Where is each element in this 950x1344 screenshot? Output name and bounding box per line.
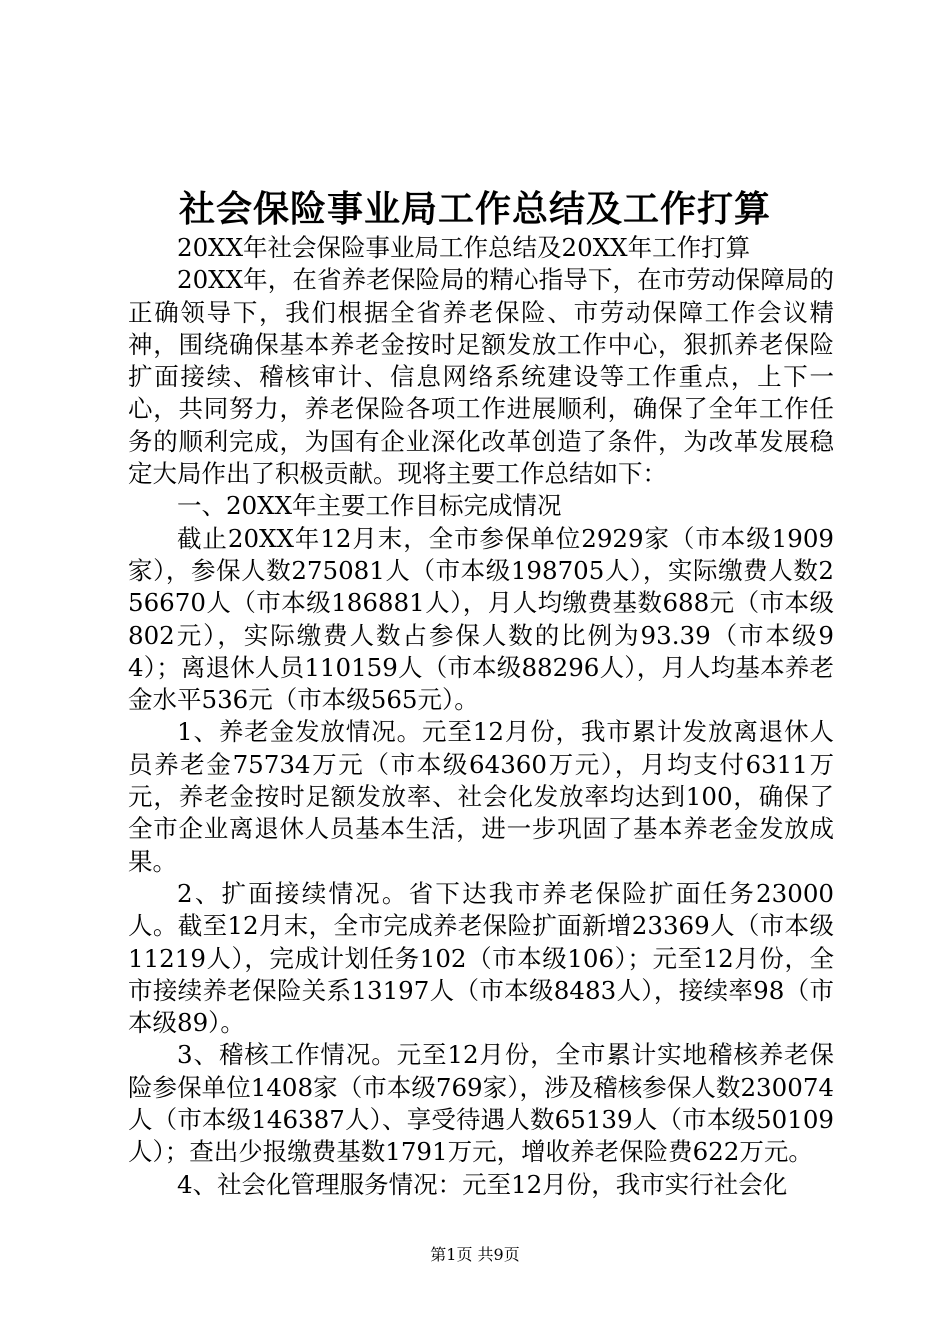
statistics-paragraph: 截止20XX年12月末，全市参保单位2929家（市本级1909家），参保人数275081人（市本级198705人），实际缴费人数256670人（市本级186881人），月人均缴费基数688元（市本级802元），实际缴费人数占参保人数的比例为93.39（市本级94）；离退休人员110159人（市本级88296人），月人均基本养老金水平536元（市本级565元）。	[128, 523, 834, 715]
coverage-expansion-paragraph: 2、扩面接续情况。省下达我市养老保险扩面任务23000人。截至12月末，全市完成养老保险扩面新增23369人（市本级11219人），完成计划任务102（市本级106）；元至12月份，全市接续养老保险关系13197人（市本级8483人），接续率98（市本级89）。	[128, 878, 834, 1038]
social-management-paragraph: 4、社会化管理服务情况：元至12月份，我市实行社会化	[177, 1169, 788, 1199]
document-title: 社会保险事业局工作总结及工作打算	[178, 188, 771, 230]
section-heading: 一、20XX年主要工作目标完成情况	[177, 491, 562, 521]
intro-paragraph: 20XX年，在省养老保险局的精心指导下，在市劳动保障局的正确领导下，我们根据全省养老保险、市劳动保障工作会议精神，围绕确保基本养老金按时足额发放工作中心，狠抓养老保险扩面接续、稽核审计、信息网络系统建设等工作重点，上下一心，共同努力，养老保险各项工作进展顺利，确保了全年工作任务的顺利完成，为国有企业深化改革创造了条件，为改革发展稳定大局作出了积极贡献。现将主要工作总结如下：	[128, 265, 834, 489]
document-body	[128, 232, 834, 1201]
subtitle-paragraph: 20XX年社会保险事业局工作总结及20XX年工作打算	[177, 233, 751, 262]
pension-payment-paragraph: 1、养老金发放情况。元至12月份，我市累计发放离退休人员养老金75734万元（市本级64360万元），月均支付6311万元，养老金按时足额发放率、社会化发放率均达到100，确保了全市企业离退休人员基本生活，进一步巩固了基本养老金发放成果。	[128, 717, 834, 876]
audit-paragraph: 3、稽核工作情况。元至12月份，全市累计实地稽核养老保险参保单位1408家（市本级769家），涉及稽核参保人数230074人（市本级146387人）、享受待遇人数65139人（市本级50109人）；查出少报缴费基数1791万元，增收养老保险费622万元。	[128, 1040, 834, 1167]
page-number-footer: 第1页 共9页	[430, 1245, 520, 1264]
